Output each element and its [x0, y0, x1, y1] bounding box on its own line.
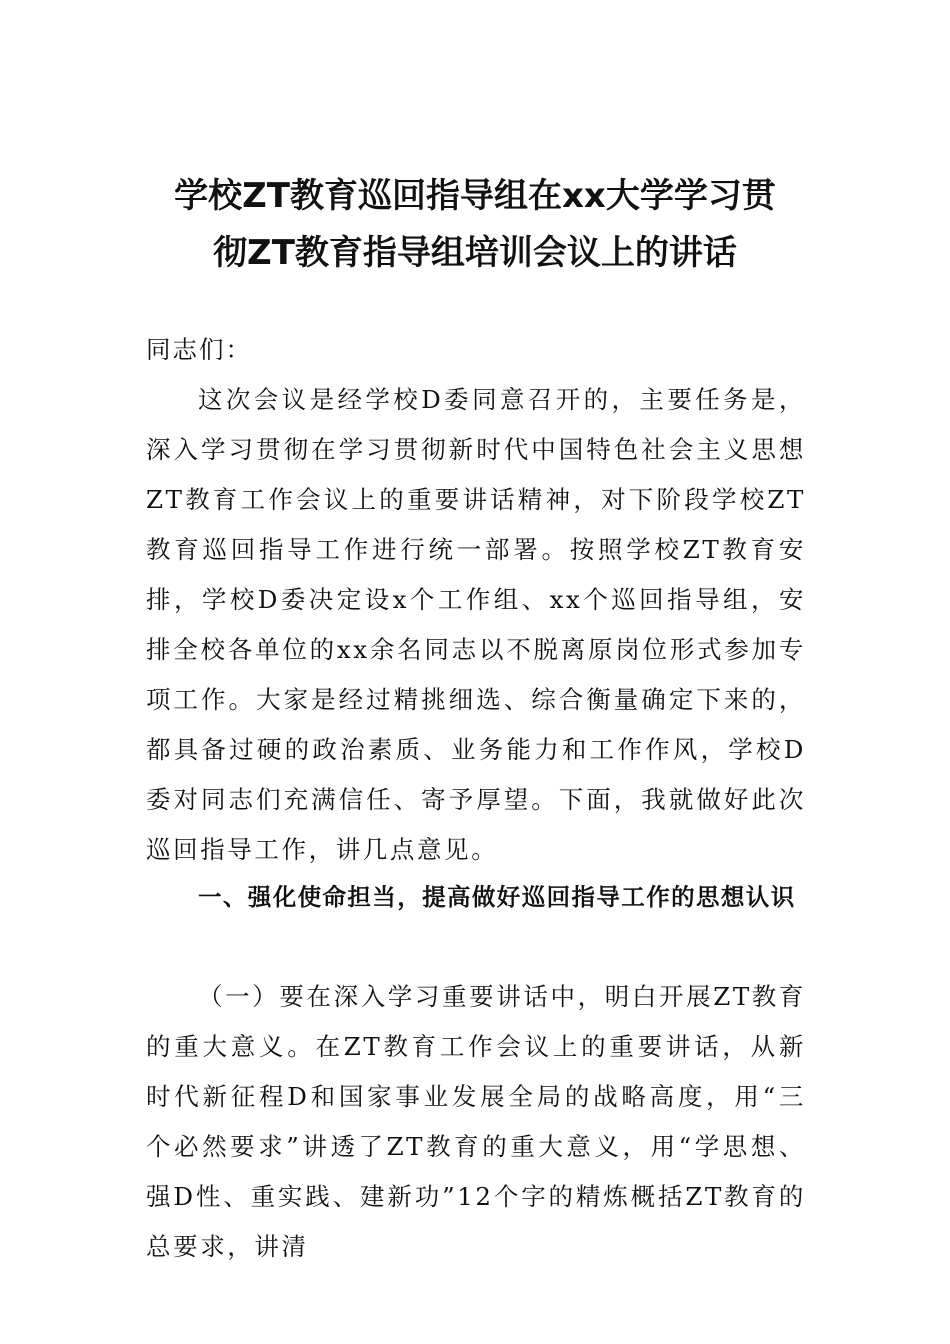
section-heading-1: 一、强化使命担当，提高做好巡回指导工作的思想认识 [198, 883, 796, 911]
title-line-2: 彻ZT教育指导组培训会议上的讲话 [213, 233, 737, 273]
paragraph-section-1-1: （一）要在深入学习重要讲话中，明白开展ZT教育的重大意义。在ZT教育工作会议上的重要讲话，从新时代新征程D和国家事业发展全局的战略高度，用“三个必然要求”讲透了ZT教育的重大意义，用“学思想、强D性、重实践、建新功”12个字的精炼概括ZT教育的总要求，讲清 [146, 982, 806, 1261]
paragraph-intro: 这次会议是经学校D委同意召开的，主要任务是，深入学习贯彻在学习贯彻新时代中国特色社会主义思想ZT教育工作会议上的重要讲话精神，对下阶段学校ZT教育巡回指导工作进行统一部署。按照学校ZT教育安排，学校D委决定设x个工作组、xx个巡回指导组，安排全校各单位的xx余名同志以不脱离原岗位形式参加专项工作。大家是经过精挑细选、综合衡量确定下来的，都具备过硬的政治素质、业务能力和工作作风，学校D委对同志们充满信任、寄予厚望。下面，我就做好此次巡回指导工作，讲几点意见。 [146, 385, 806, 864]
salutation: 同志们： [146, 335, 252, 364]
title-line-1: 学校ZT教育巡回指导组在xx大学学习贯 [174, 176, 776, 216]
document-title [140, 168, 810, 282]
